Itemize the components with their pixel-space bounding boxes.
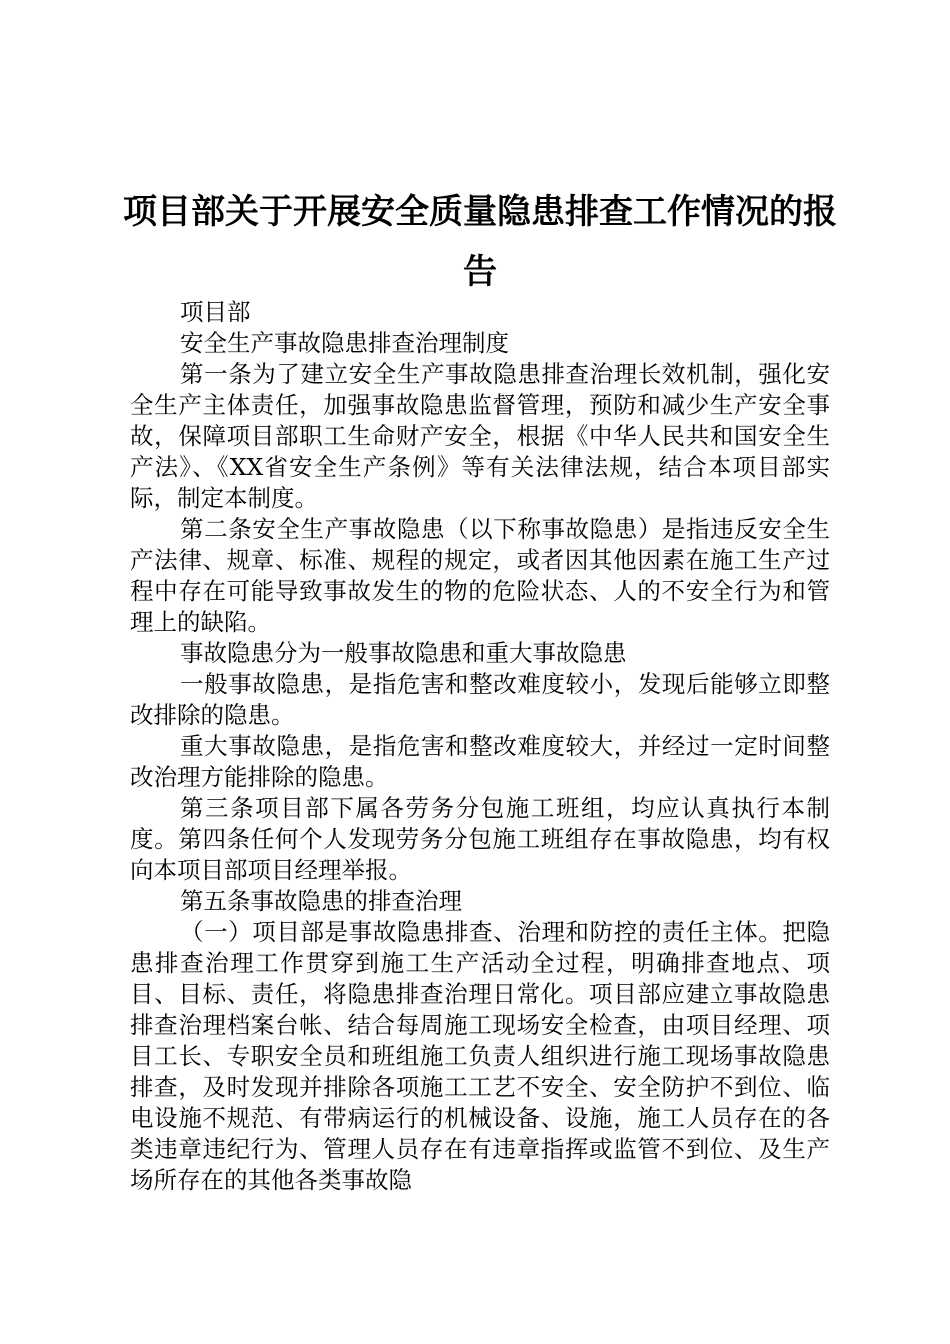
paragraph-system-name: 安全生产事故隐患排查治理制度 [180,329,509,357]
paragraph-major-hazard: 重大事故隐患，是指危害和整改难度较大，并经过一定时间整改治理方能排除的隐患。 [130,732,830,791]
paragraph-article-5-item-1: （一）项目部是事故隐患排查、治理和防控的责任主体。把隐患排查治理工作贯穿到施工生产活动全过程，明确排查地点、项目、目标、责任，将隐患排查治理日常化。项目部应建立事故隐患排查治理档案台帐、结合每周施工现场安全检查，由项目经理、项目工长、专职安全员和班组施工负责人组织进行施工现场事故隐患排查，及时发现并排除各项施工工艺不安全、安全防护不到位、临电设施不规范、有带病运行的机械设备、设施，施工人员存在的各类违章违纪行为、管理人员存在有违章指挥或监管不到位、及生产场所存在的其他各类事故隐 [130,918,830,1194]
paragraph-hazard-types: 事故隐患分为一般事故隐患和重大事故隐患 [180,639,627,667]
paragraph-article-5: 第五条事故隐患的排查治理 [180,887,462,915]
paragraph-department: 项目部 [180,298,251,326]
paragraph-general-hazard: 一般事故隐患，是指危害和整改难度较小，发现后能够立即整改排除的隐患。 [130,670,830,729]
document-title: 项目部关于开展安全质量隐患排查工作情况的报告 [123,192,837,292]
paragraph-article-2: 第二条安全生产事故隐患（以下称事故隐患）是指违反安全生产法律、规章、标准、规程的规定，或者因其他因素在施工生产过程中存在可能导致事故发生的物的危险状态、人的不安全行为和管理上的缺陷。 [130,515,830,636]
paragraph-article-1: 第一条为了建立安全生产事故隐患排查治理长效机制，强化安全生产主体责任，加强事故隐患监督管理，预防和减少生产安全事故，保障项目部职工生命财产安全，根据《中华人民共和国安全生产法》、《XX省安全生产条例》等有关法律法规，结合本项目部实际，制定本制度。 [130,360,830,512]
document-body [130,297,830,1196]
paragraph-articles-3-4: 第三条项目部下属各劳务分包施工班组，均应认真执行本制度。第四条任何个人发现劳务分包施工班组存在事故隐患，均有权向本项目部项目经理举报。 [130,794,830,884]
